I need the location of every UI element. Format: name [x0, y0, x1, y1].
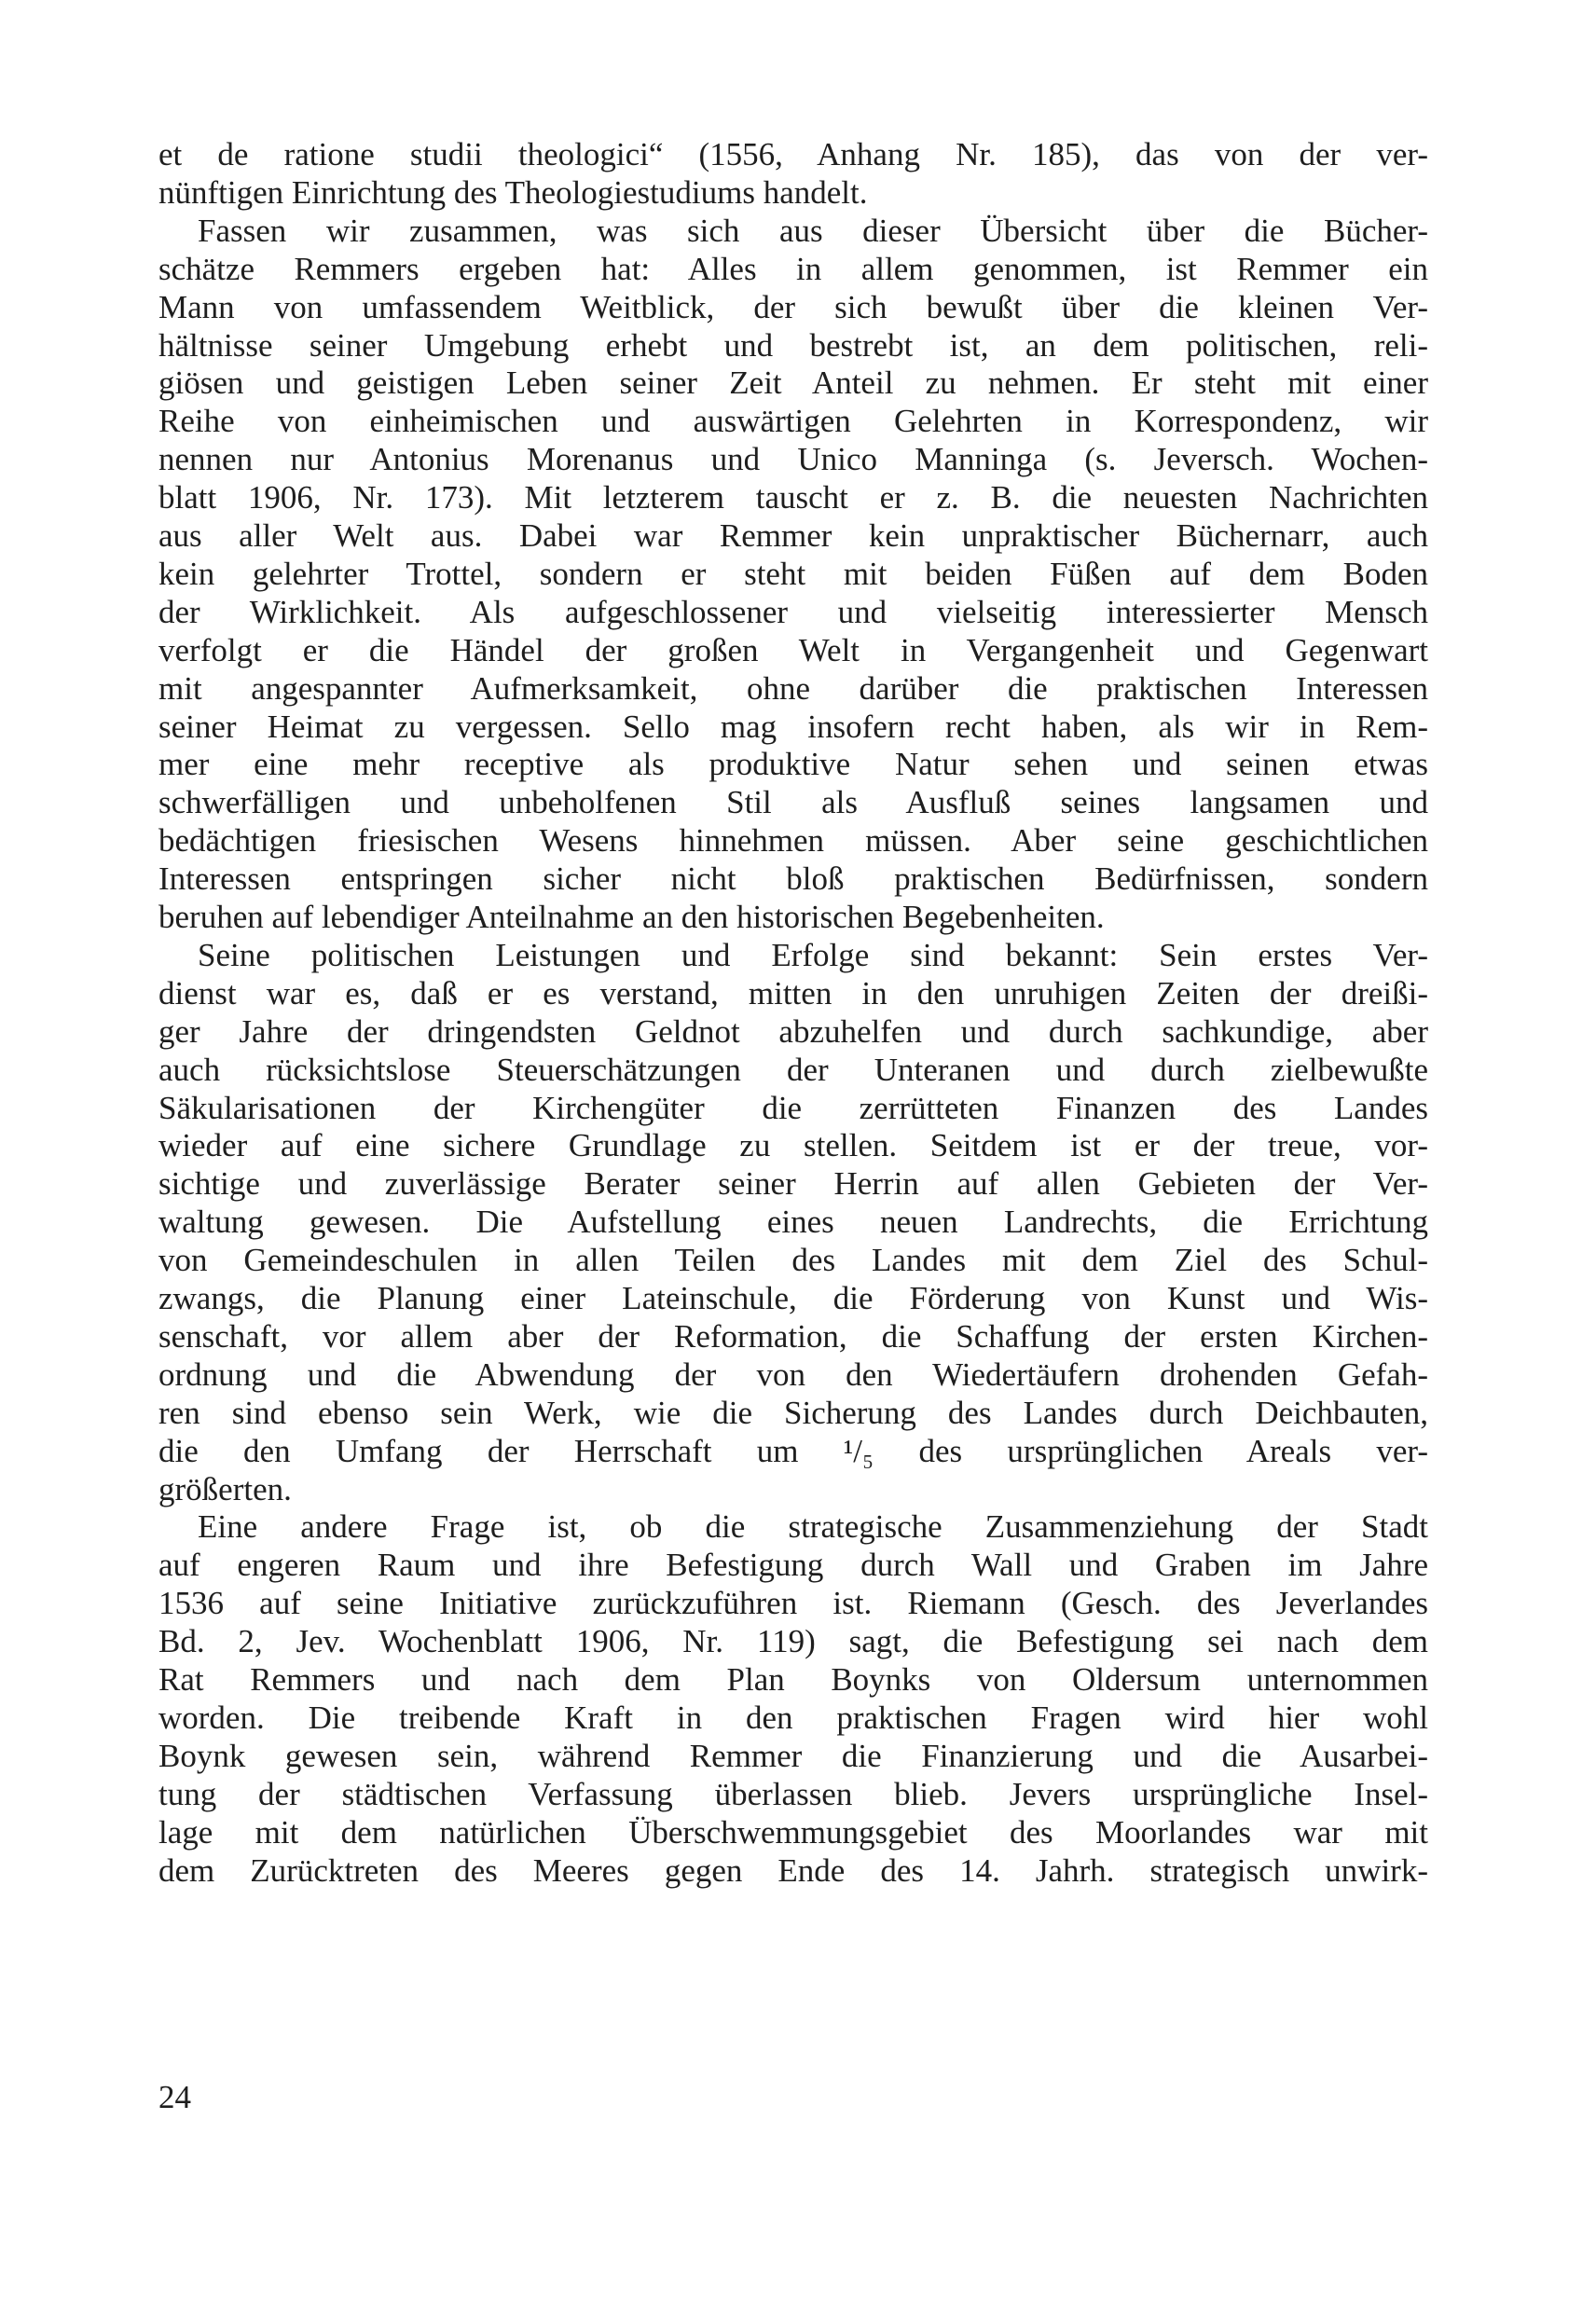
text-line: mit angespannter Aufmerksamkeit, ohne darüber die praktischen Interessen — [158, 669, 1428, 707]
text-line: waltung gewesen. Die Aufstellung eines neuen Landrechts, die Errichtung — [158, 1204, 1428, 1241]
text-line: bedächtigen friesischen Wesens hinnehmen müssen. Aber seine geschichtlichen — [158, 822, 1428, 860]
text-line: ren sind ebenso sein Werk, wie die Sicherung des Landes durch Deichbauten, — [158, 1394, 1428, 1431]
text-line: dienst war es, daß er es verstand, mitten in den unruhigen Zeiten der dreißi- — [158, 974, 1428, 1012]
text-line: dem Zurücktreten des Meeres gegen Ende des 14. Jahrh. strategisch unwirk- — [158, 1851, 1428, 1889]
text-line: ger Jahre der dringendsten Geldnot abzuhelfen und durch sachkundige, aber — [158, 1012, 1428, 1050]
text-line: Mann von umfassendem Weitblick, der sich bewußt über die kleinen Ver- — [158, 288, 1428, 325]
text-line: Reihe von einheimischen und auswärtigen Gelehrten in Korrespondenz, wir — [158, 403, 1428, 440]
text-line: beruhen auf lebendiger Anteilnahme an den historischen Begebenheiten. — [158, 899, 1105, 935]
text-line: aus aller Welt aus. Dabei war Remmer kein unpraktischer Büchernarr, auch — [158, 517, 1428, 554]
text-line: kein gelehrter Trottel, sondern er steht mit beiden Füßen auf dem Boden — [158, 555, 1428, 592]
text-line: Rat Remmers und nach dem Plan Boynks von Oldersum unternommen — [158, 1661, 1428, 1698]
text-line: verfolgt er die Händel der großen Welt in Vergangenheit und Gegenwart — [158, 631, 1428, 668]
text-line: ordnung und die Abwendung der von den Wiedertäufern drohenden Gefah- — [158, 1356, 1428, 1393]
text-line: größerten. — [158, 1470, 292, 1507]
text-line: wieder auf eine sichere Grundlage zu stellen. Seitdem ist er der treue, vor- — [158, 1127, 1428, 1164]
text-line: schätze Remmers ergeben hat: Alles in allem genommen, ist Remmer ein — [158, 250, 1428, 287]
text-line: worden. Die treibende Kraft in den praktischen Fragen wird hier wohl — [158, 1699, 1428, 1736]
text-line: et de ratione studii theologici“ (1556, Anhang Nr. 185), das von der ver- — [158, 136, 1428, 172]
text-line: nünftigen Einrichtung des Theologiestudiums handelt. — [158, 173, 868, 211]
text-line: giösen und geistigen Leben seiner Zeit Anteil zu nehmen. Er steht mit einer — [158, 365, 1428, 402]
text-line: Säkularisationen der Kirchengüter die zerrütteten Finanzen des Landes — [158, 1089, 1428, 1126]
text-line: seiner Heimat zu vergessen. Sello mag insofern recht haben, als wir in Rem- — [158, 708, 1428, 745]
text-line: 1536 auf seine Initiative zurückzuführen ist. Riemann (Gesch. des Jeverlandes — [158, 1585, 1428, 1622]
text-line: Fassen wir zusammen, was sich aus dieser Übersicht über die Bücher- — [198, 212, 1428, 249]
text-line: Boynk gewesen sein, während Remmer die Finanzierung und die Ausarbei- — [158, 1737, 1428, 1774]
text-line: nennen nur Antonius Morenanus und Unico Manninga (s. Jeversch. Wochen- — [158, 441, 1428, 478]
text-line: lage mit dem natürlichen Überschwemmungsgebiet des Moorlandes war mit — [158, 1813, 1428, 1851]
text-line: die den Umfang der Herrschaft um ¹/₅ des ursprünglichen Areals ver- — [158, 1432, 1428, 1469]
text-line: Bd. 2, Jev. Wochenblatt 1906, Nr. 119) sagt, die Befestigung sei nach dem — [158, 1623, 1428, 1660]
text-line: sichtige und zuverlässige Berater seiner Herrin auf allen Gebieten der Ver- — [158, 1165, 1428, 1203]
text-line: tung der städtischen Verfassung überlassen blieb. Jevers ursprüngliche Insel- — [158, 1775, 1428, 1812]
text-line: zwangs, die Planung einer Lateinschule, die Förderung von Kunst und Wis- — [158, 1280, 1428, 1316]
text-line: mer eine mehr receptive als produktive Natur sehen und seinen etwas — [158, 746, 1428, 783]
text-line: senschaft, vor allem aber der Reformation, die Schaffung der ersten Kirchen- — [158, 1317, 1428, 1355]
text-line: Seine politischen Leistungen und Erfolge sind bekannt: Sein erstes Ver- — [198, 936, 1428, 973]
text-line: hältnisse seiner Umgebung erhebt und bestrebt ist, an dem politischen, reli- — [158, 326, 1428, 364]
text-line: von Gemeindeschulen in allen Teilen des Landes mit dem Ziel des Schul- — [158, 1242, 1428, 1279]
text-line: blatt 1906, Nr. 173). Mit letzterem tauscht er z. B. die neuesten Nachrichten — [158, 479, 1428, 516]
text-line: auf engeren Raum und ihre Befestigung durch Wall und Graben im Jahre — [158, 1547, 1428, 1584]
text-line: der Wirklichkeit. Als aufgeschlossener und vielseitig interessierter Mensch — [158, 593, 1428, 630]
text-line: Interessen entspringen sicher nicht bloß praktischen Bedürfnissen, sondern — [158, 860, 1428, 898]
text-line: schwerfälligen und unbeholfenen Stil als Ausfluß seines langsamen und — [158, 784, 1428, 821]
page-number: 24 — [158, 2079, 191, 2115]
text-line: Eine andere Frage ist, ob die strategische Zusammenziehung der Stadt — [198, 1508, 1428, 1546]
text-line: auch rücksichtslose Steuerschätzungen der Unteranen und durch zielbewußte — [158, 1051, 1428, 1088]
